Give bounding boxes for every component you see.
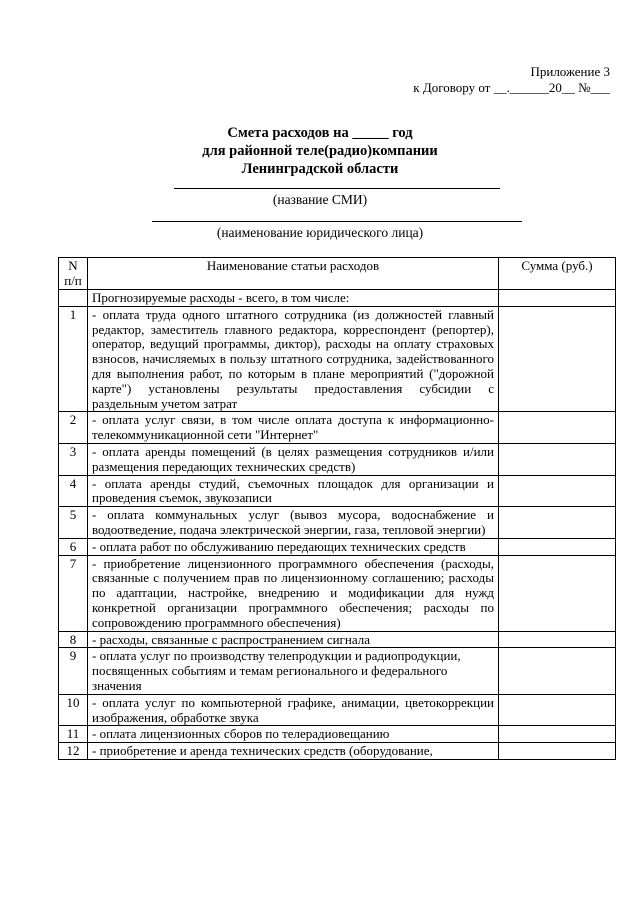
row-expense-item: - приобретение и аренда технических средств (оборудование,: [88, 743, 499, 760]
row-expense-item: - оплата услуг связи, в том числе оплата доступа к информационно-телекоммуникационной сети "Интернет": [88, 412, 499, 444]
table-row: [59, 412, 616, 444]
row-number: 10: [59, 694, 88, 726]
row-amount: [499, 306, 616, 412]
row-amount: [499, 507, 616, 539]
row-number: 7: [59, 555, 88, 631]
table-row: [59, 648, 616, 694]
table-row: [59, 631, 616, 648]
title-line-3: Ленинградской области: [241, 161, 399, 177]
row-number: 2: [59, 412, 88, 444]
row-expense-item: - оплата лицензионных сборов по телерадиовещанию: [88, 726, 499, 743]
table-row: [59, 743, 616, 760]
table-header-row: [59, 258, 616, 290]
entity-name-line: [152, 221, 522, 222]
row-number: 5: [59, 507, 88, 539]
total-amount-cell: [499, 290, 616, 307]
media-name-caption: (название СМИ): [272, 192, 368, 207]
document-title: [0, 124, 640, 178]
media-name-line: [174, 188, 500, 189]
row-expense-item: - оплата услуг по производству телепродукции и радиопродукции, посвященных событиям и темам регионального и федерального значения: [88, 648, 499, 694]
entity-name-caption: (наименование юридического лица): [216, 225, 424, 240]
table-row: [59, 555, 616, 631]
title-line-1: Смета расходов на _____ год: [227, 125, 413, 141]
row-number: 8: [59, 631, 88, 648]
row-amount: [499, 631, 616, 648]
row-expense-item: - оплата работ по обслуживанию передающих технических средств: [88, 538, 499, 555]
table-row: [59, 694, 616, 726]
header-amount: Сумма (руб.): [499, 258, 616, 290]
row-expense-item: - оплата труда одного штатного сотрудника (из должностей главный редактор, заместитель главного редактора, корреспондент (репортер), оператор, ведущий программы, диктор), расходы на оплату страховых взносов, начисляемых в пользу штатного сотрудника, задействованного для выполнения работ, по которым в плане мероприятий ("дорожной карте") установлены результаты предоставления субсидии с раздельным учетом затрат: [88, 306, 499, 412]
row-amount: [499, 726, 616, 743]
title-line-2: для районной теле(радио)компании: [202, 143, 438, 159]
header-number: N п/п: [59, 258, 88, 290]
contract-reference: к Договору от __.______20__ №___: [413, 80, 610, 95]
table-row: [59, 507, 616, 539]
row-number: 9: [59, 648, 88, 694]
row-amount: [499, 648, 616, 694]
appendix-reference: [413, 64, 610, 96]
total-number-cell: [59, 290, 88, 307]
row-amount: [499, 412, 616, 444]
row-number: 4: [59, 475, 88, 507]
row-number: 1: [59, 306, 88, 412]
row-number: 3: [59, 443, 88, 475]
row-expense-item: - приобретение лицензионного программного обеспечения (расходы, связанные с получением прав по лицензионному соглашению; расходы по адаптации, настройке, внедрению и модификации для нужд конкретной организации программного обеспечения; расходы по сопровождению программного обеспечения): [88, 555, 499, 631]
row-number: 11: [59, 726, 88, 743]
row-expense-item: - оплата коммунальных услуг (вывоз мусора, водоснабжение и водоотведение, подача электрической энергии, газа, тепловой энергии): [88, 507, 499, 539]
row-amount: [499, 475, 616, 507]
row-expense-item: - оплата аренды студий, съемочных площадок для организации и проведения съемок, звукозаписи: [88, 475, 499, 507]
table-row: [59, 306, 616, 412]
row-expense-item: - оплата аренды помещений (в целях размещения сотрудников и/или размещения передающих технических средств): [88, 443, 499, 475]
row-expense-item: - расходы, связанные с распространением сигнала: [88, 631, 499, 648]
cost-estimate-table: [58, 257, 616, 760]
row-number: 12: [59, 743, 88, 760]
row-number: 6: [59, 538, 88, 555]
row-expense-item: - оплата услуг по компьютерной графике, анимации, цветокоррекции изображения, обработке звука: [88, 694, 499, 726]
total-label: Прогнозируемые расходы - всего, в том числе:: [88, 290, 499, 307]
table-row: [59, 538, 616, 555]
row-amount: [499, 443, 616, 475]
row-amount: [499, 555, 616, 631]
table-row: [59, 443, 616, 475]
header-expense-item: Наименование статьи расходов: [88, 258, 499, 290]
table-row: [59, 726, 616, 743]
table-row: [59, 475, 616, 507]
appendix-number: Приложение 3: [530, 64, 610, 79]
row-amount: [499, 694, 616, 726]
row-amount: [499, 538, 616, 555]
table-row-total: [59, 290, 616, 307]
row-amount: [499, 743, 616, 760]
